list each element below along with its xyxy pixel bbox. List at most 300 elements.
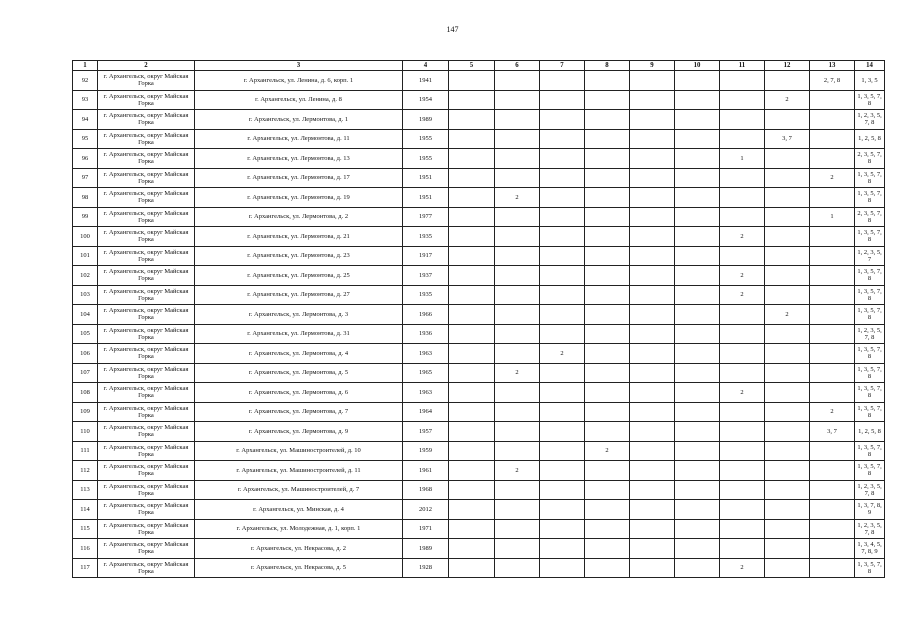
table-cell-col-10 <box>675 383 720 403</box>
table-cell-col-6 <box>495 558 540 578</box>
row-number-cell: 96 <box>73 149 98 169</box>
table-cell-col-7 <box>540 539 585 559</box>
table-cell-col-5 <box>449 480 495 500</box>
table-cell-col-12 <box>765 461 810 481</box>
table-cell-col-13 <box>810 363 855 383</box>
year-cell: 1928 <box>403 558 449 578</box>
table-cell-col-7 <box>540 168 585 188</box>
table-cell-col-11 <box>720 246 765 266</box>
table-cell-col-11: 2 <box>720 266 765 286</box>
district-cell: г. Архангельск, округ Майская Горка <box>98 363 195 383</box>
table-row <box>73 285 885 305</box>
table-cell-col-11 <box>720 188 765 208</box>
table-cell-col-12 <box>765 500 810 520</box>
table-cell-col-5 <box>449 402 495 422</box>
table-row <box>73 324 885 344</box>
year-cell: 1937 <box>403 266 449 286</box>
table-cell-col-7 <box>540 402 585 422</box>
table-cell-col-8 <box>585 363 630 383</box>
table-cell-col-10 <box>675 110 720 130</box>
table-cell-col-13: 3, 7 <box>810 422 855 442</box>
table-cell-col-10 <box>675 539 720 559</box>
table-cell-col-13 <box>810 383 855 403</box>
table-cell-col-10 <box>675 266 720 286</box>
table-cell-col-11 <box>720 129 765 149</box>
row-number-cell: 107 <box>73 363 98 383</box>
table-cell-col-8 <box>585 383 630 403</box>
table-cell-col-6 <box>495 285 540 305</box>
table-cell-col-7 <box>540 90 585 110</box>
table-cell-col-12 <box>765 558 810 578</box>
table-cell-col-14: 1, 3, 5, 7, 8 <box>855 461 885 481</box>
year-cell: 1965 <box>403 363 449 383</box>
table-cell-col-11 <box>720 324 765 344</box>
table-cell-col-11 <box>720 422 765 442</box>
address-cell: г. Архангельск, ул. Лермонтова, д. 27 <box>195 285 403 305</box>
column-header-14: 14 <box>855 61 885 71</box>
table-cell-col-6 <box>495 305 540 325</box>
table-body <box>73 71 885 578</box>
address-cell: г. Архангельск, ул. Лермонтова, д. 19 <box>195 188 403 208</box>
table-cell-col-9 <box>630 383 675 403</box>
table-cell-col-14: 1, 3, 7, 8, 9 <box>855 500 885 520</box>
district-cell: г. Архангельск, округ Майская Горка <box>98 188 195 208</box>
table-cell-col-12 <box>765 539 810 559</box>
table-cell-col-8 <box>585 539 630 559</box>
address-cell: г. Архангельск, ул. Лермонтова, д. 4 <box>195 344 403 364</box>
table-cell-col-10 <box>675 90 720 110</box>
table-cell-col-7 <box>540 558 585 578</box>
table-cell-col-10 <box>675 461 720 481</box>
table-cell-col-5 <box>449 519 495 539</box>
column-header-4: 4 <box>403 61 449 71</box>
row-number-cell: 93 <box>73 90 98 110</box>
table-cell-col-5 <box>449 344 495 364</box>
table-cell-col-13: 2 <box>810 168 855 188</box>
table-cell-col-12 <box>765 149 810 169</box>
table-cell-col-9 <box>630 519 675 539</box>
year-cell: 1936 <box>403 324 449 344</box>
district-cell: г. Архангельск, округ Майская Горка <box>98 110 195 130</box>
table-cell-col-12 <box>765 441 810 461</box>
table-cell-col-8 <box>585 110 630 130</box>
table-cell-col-11 <box>720 539 765 559</box>
table-cell-col-12: 2 <box>765 90 810 110</box>
table-cell-col-7 <box>540 149 585 169</box>
table-cell-col-13: 2 <box>810 402 855 422</box>
table-cell-col-9 <box>630 110 675 130</box>
district-cell: г. Архангельск, округ Майская Горка <box>98 383 195 403</box>
table-cell-col-13 <box>810 188 855 208</box>
table-cell-col-7 <box>540 305 585 325</box>
table-cell-col-14: 1, 2, 5, 8 <box>855 129 885 149</box>
table-cell-col-13 <box>810 344 855 364</box>
table-cell-col-11: 2 <box>720 383 765 403</box>
table-cell-col-10 <box>675 441 720 461</box>
table-cell-col-13 <box>810 110 855 130</box>
district-cell: г. Архангельск, округ Майская Горка <box>98 558 195 578</box>
address-cell: г. Архангельск, ул. Лермонтова, д. 11 <box>195 129 403 149</box>
table-cell-col-12 <box>765 480 810 500</box>
table-cell-col-5 <box>449 246 495 266</box>
table-cell-col-12 <box>765 285 810 305</box>
column-header-5: 5 <box>449 61 495 71</box>
table-cell-col-14: 2, 3, 5, 7, 8 <box>855 207 885 227</box>
table-cell-col-6 <box>495 383 540 403</box>
table-cell-col-13 <box>810 246 855 266</box>
table-row <box>73 168 885 188</box>
district-cell: г. Архангельск, округ Майская Горка <box>98 441 195 461</box>
table-row <box>73 480 885 500</box>
table-cell-col-7 <box>540 285 585 305</box>
table-cell-col-5 <box>449 168 495 188</box>
table-cell-col-10 <box>675 480 720 500</box>
table-row <box>73 558 885 578</box>
table-cell-col-12 <box>765 402 810 422</box>
table-cell-col-11 <box>720 480 765 500</box>
table-cell-col-6 <box>495 266 540 286</box>
table-cell-col-7 <box>540 461 585 481</box>
table-cell-col-11: 1 <box>720 149 765 169</box>
table-cell-col-10 <box>675 285 720 305</box>
year-cell: 1977 <box>403 207 449 227</box>
table-cell-col-8 <box>585 558 630 578</box>
column-header-6: 6 <box>495 61 540 71</box>
table-cell-col-9 <box>630 422 675 442</box>
column-header-8: 8 <box>585 61 630 71</box>
table-cell-col-9 <box>630 539 675 559</box>
table-cell-col-13 <box>810 519 855 539</box>
address-cell: г. Архангельск, ул. Минская, д. 4 <box>195 500 403 520</box>
table-cell-col-7 <box>540 500 585 520</box>
table-cell-col-11 <box>720 110 765 130</box>
table-cell-col-10 <box>675 363 720 383</box>
table-cell-col-6 <box>495 519 540 539</box>
district-cell: г. Архангельск, округ Майская Горка <box>98 207 195 227</box>
table-cell-col-11 <box>720 363 765 383</box>
table-cell-col-6 <box>495 90 540 110</box>
district-cell: г. Архангельск, округ Майская Горка <box>98 422 195 442</box>
table-cell-col-13 <box>810 227 855 247</box>
table-cell-col-10 <box>675 207 720 227</box>
table-row <box>73 71 885 91</box>
table-cell-col-10 <box>675 558 720 578</box>
table-cell-col-9 <box>630 227 675 247</box>
address-cell: г. Архангельск, ул. Молодежная, д. 1, корп. 1 <box>195 519 403 539</box>
table-cell-col-8 <box>585 500 630 520</box>
table-cell-col-13 <box>810 539 855 559</box>
district-cell: г. Архангельск, округ Майская Горка <box>98 461 195 481</box>
table-cell-col-11: 2 <box>720 227 765 247</box>
table-cell-col-9 <box>630 480 675 500</box>
table-cell-col-13 <box>810 285 855 305</box>
row-number-cell: 95 <box>73 129 98 149</box>
table-cell-col-5 <box>449 266 495 286</box>
table-cell-col-9 <box>630 266 675 286</box>
table-cell-col-10 <box>675 324 720 344</box>
table-cell-col-6: 2 <box>495 461 540 481</box>
table-cell-col-14: 1, 3, 5, 7, 8 <box>855 90 885 110</box>
district-cell: г. Архангельск, округ Майская Горка <box>98 305 195 325</box>
row-number-cell: 98 <box>73 188 98 208</box>
table-cell-col-5 <box>449 363 495 383</box>
table-row <box>73 441 885 461</box>
table-cell-col-14: 1, 3, 5, 7, 8 <box>855 402 885 422</box>
table-cell-col-12 <box>765 422 810 442</box>
table-cell-col-6 <box>495 539 540 559</box>
table-row <box>73 188 885 208</box>
table-cell-col-12 <box>765 266 810 286</box>
table-cell-col-8 <box>585 324 630 344</box>
table-cell-col-5 <box>449 500 495 520</box>
row-number-cell: 102 <box>73 266 98 286</box>
table-row <box>73 402 885 422</box>
year-cell: 1961 <box>403 461 449 481</box>
table-cell-col-9 <box>630 363 675 383</box>
address-cell: г. Архангельск, ул. Ленина, д. 8 <box>195 90 403 110</box>
row-number-cell: 105 <box>73 324 98 344</box>
table-cell-col-12: 3, 7 <box>765 129 810 149</box>
table-cell-col-14: 1, 3, 5, 7, 8 <box>855 344 885 364</box>
table-row <box>73 149 885 169</box>
row-number-cell: 92 <box>73 71 98 91</box>
table-cell-col-9 <box>630 558 675 578</box>
year-cell: 1989 <box>403 539 449 559</box>
table-cell-col-10 <box>675 519 720 539</box>
table-cell-col-14: 1, 3, 5, 7, 8 <box>855 227 885 247</box>
table-cell-col-10 <box>675 246 720 266</box>
table-cell-col-5 <box>449 305 495 325</box>
table-cell-col-7: 2 <box>540 344 585 364</box>
table-cell-col-6 <box>495 246 540 266</box>
table-cell-col-6 <box>495 422 540 442</box>
table-row <box>73 227 885 247</box>
table-cell-col-11 <box>720 500 765 520</box>
row-number-cell: 108 <box>73 383 98 403</box>
table-row <box>73 207 885 227</box>
table-cell-col-5 <box>449 285 495 305</box>
table-cell-col-9 <box>630 285 675 305</box>
table-cell-col-11 <box>720 71 765 91</box>
row-number-cell: 114 <box>73 500 98 520</box>
table-cell-col-6 <box>495 227 540 247</box>
column-header-9: 9 <box>630 61 675 71</box>
table-cell-col-5 <box>449 149 495 169</box>
year-cell: 1951 <box>403 168 449 188</box>
table-cell-col-11: 2 <box>720 285 765 305</box>
table-cell-col-8 <box>585 168 630 188</box>
table-cell-col-5 <box>449 422 495 442</box>
table-cell-col-10 <box>675 402 720 422</box>
table-cell-col-11 <box>720 441 765 461</box>
table-cell-col-6 <box>495 480 540 500</box>
table-cell-col-6 <box>495 207 540 227</box>
table-row <box>73 129 885 149</box>
table-cell-col-14: 1, 3, 5, 7, 8 <box>855 558 885 578</box>
table-cell-col-8: 2 <box>585 441 630 461</box>
table-row <box>73 383 885 403</box>
table-cell-col-7 <box>540 480 585 500</box>
table-cell-col-10 <box>675 71 720 91</box>
year-cell: 1935 <box>403 285 449 305</box>
table-cell-col-12 <box>765 110 810 130</box>
table-cell-col-13 <box>810 480 855 500</box>
district-cell: г. Архангельск, округ Майская Горка <box>98 71 195 91</box>
table-cell-col-14: 2, 3, 5, 7, 8 <box>855 149 885 169</box>
year-cell: 1955 <box>403 149 449 169</box>
table-cell-col-6 <box>495 402 540 422</box>
table-cell-col-8 <box>585 90 630 110</box>
year-cell: 1968 <box>403 480 449 500</box>
table-cell-col-14: 1, 3, 5, 7, 8 <box>855 363 885 383</box>
table-cell-col-13 <box>810 500 855 520</box>
table-cell-col-11 <box>720 519 765 539</box>
row-number-cell: 103 <box>73 285 98 305</box>
year-cell: 1917 <box>403 246 449 266</box>
table-cell-col-11: 2 <box>720 558 765 578</box>
table-cell-col-9 <box>630 168 675 188</box>
district-cell: г. Архангельск, округ Майская Горка <box>98 129 195 149</box>
table-cell-col-5 <box>449 539 495 559</box>
table-cell-col-8 <box>585 519 630 539</box>
table-cell-col-9 <box>630 402 675 422</box>
table-cell-col-10 <box>675 500 720 520</box>
table-cell-col-5 <box>449 71 495 91</box>
row-number-cell: 116 <box>73 539 98 559</box>
table-cell-col-5 <box>449 227 495 247</box>
district-cell: г. Архангельск, округ Майская Горка <box>98 90 195 110</box>
table-cell-col-11 <box>720 168 765 188</box>
year-cell: 2012 <box>403 500 449 520</box>
table-cell-col-14: 1, 3, 5, 7, 8 <box>855 168 885 188</box>
table-cell-col-8 <box>585 207 630 227</box>
table-cell-col-13: 1 <box>810 207 855 227</box>
address-cell: г. Архангельск, ул. Машиностроителей, д. 11 <box>195 461 403 481</box>
table-cell-col-8 <box>585 227 630 247</box>
table-cell-col-12 <box>765 168 810 188</box>
address-cell: г. Архангельск, ул. Машиностроителей, д. 10 <box>195 441 403 461</box>
column-header-2: 2 <box>98 61 195 71</box>
table-cell-col-10 <box>675 422 720 442</box>
table-cell-col-14: 1, 3, 5, 7, 8 <box>855 305 885 325</box>
table-cell-col-7 <box>540 363 585 383</box>
table-cell-col-10 <box>675 168 720 188</box>
table-cell-col-6 <box>495 168 540 188</box>
table-row <box>73 266 885 286</box>
address-cell: г. Архангельск, ул. Лермонтова, д. 6 <box>195 383 403 403</box>
table-cell-col-7 <box>540 441 585 461</box>
address-cell: г. Архангельск, ул. Лермонтова, д. 25 <box>195 266 403 286</box>
table-cell-col-14: 1, 3, 5, 7, 8 <box>855 188 885 208</box>
table-cell-col-14: 1, 2, 3, 5, 7, 8 <box>855 110 885 130</box>
district-cell: г. Архангельск, округ Майская Горка <box>98 344 195 364</box>
address-cell: г. Архангельск, ул. Некрасова, д. 2 <box>195 539 403 559</box>
address-cell: г. Архангельск, ул. Лермонтова, д. 3 <box>195 305 403 325</box>
table-cell-col-6 <box>495 324 540 344</box>
table-cell-col-8 <box>585 188 630 208</box>
table-row <box>73 422 885 442</box>
row-number-cell: 97 <box>73 168 98 188</box>
table-cell-col-13 <box>810 441 855 461</box>
table-cell-col-7 <box>540 71 585 91</box>
table-cell-col-9 <box>630 188 675 208</box>
table-cell-col-14: 1, 3, 5, 7, 8 <box>855 383 885 403</box>
table-cell-col-14: 1, 2, 3, 5, 7 <box>855 246 885 266</box>
table-cell-col-9 <box>630 71 675 91</box>
building-registry-table <box>72 60 885 578</box>
address-cell: г. Архангельск, ул. Лермонтова, д. 5 <box>195 363 403 383</box>
table-row <box>73 90 885 110</box>
column-header-11: 11 <box>720 61 765 71</box>
table-cell-col-9 <box>630 129 675 149</box>
table-cell-col-12 <box>765 188 810 208</box>
table-cell-col-10 <box>675 305 720 325</box>
table-cell-col-13: 2, 7, 8 <box>810 71 855 91</box>
table-cell-col-5 <box>449 129 495 149</box>
year-cell: 1963 <box>403 383 449 403</box>
table-cell-col-6: 2 <box>495 363 540 383</box>
address-cell: г. Архангельск, ул. Лермонтова, д. 13 <box>195 149 403 169</box>
district-cell: г. Архангельск, округ Майская Горка <box>98 500 195 520</box>
table-cell-col-7 <box>540 519 585 539</box>
table-cell-col-7 <box>540 246 585 266</box>
table-cell-col-10 <box>675 129 720 149</box>
table-cell-col-8 <box>585 129 630 149</box>
address-cell: г. Архангельск, ул. Лермонтова, д. 17 <box>195 168 403 188</box>
table-cell-col-9 <box>630 149 675 169</box>
table-cell-col-12 <box>765 324 810 344</box>
address-cell: г. Архангельск, ул. Ленина, д. 6, корп. 1 <box>195 71 403 91</box>
table-cell-col-5 <box>449 441 495 461</box>
address-cell: г. Архангельск, ул. Лермонтова, д. 1 <box>195 110 403 130</box>
district-cell: г. Архангельск, округ Майская Горка <box>98 266 195 286</box>
table-cell-col-9 <box>630 441 675 461</box>
address-cell: г. Архангельск, ул. Лермонтова, д. 7 <box>195 402 403 422</box>
table-cell-col-14: 1, 3, 5, 7, 8 <box>855 441 885 461</box>
header-row <box>73 61 885 71</box>
year-cell: 1951 <box>403 188 449 208</box>
table-cell-col-11 <box>720 344 765 364</box>
row-number-cell: 115 <box>73 519 98 539</box>
row-number-cell: 109 <box>73 402 98 422</box>
district-cell: г. Архангельск, округ Майская Горка <box>98 519 195 539</box>
table-cell-col-7 <box>540 188 585 208</box>
row-number-cell: 106 <box>73 344 98 364</box>
table-cell-col-14: 1, 2, 5, 8 <box>855 422 885 442</box>
table-cell-col-11 <box>720 90 765 110</box>
table-cell-col-9 <box>630 90 675 110</box>
table-row <box>73 363 885 383</box>
address-cell: г. Архангельск, ул. Машиностроителей, д. 7 <box>195 480 403 500</box>
year-cell: 1989 <box>403 110 449 130</box>
district-cell: г. Архангельск, округ Майская Горка <box>98 402 195 422</box>
row-number-cell: 104 <box>73 305 98 325</box>
table-cell-col-5 <box>449 90 495 110</box>
table-cell-col-12 <box>765 227 810 247</box>
table-cell-col-7 <box>540 227 585 247</box>
address-cell: г. Архангельск, ул. Лермонтова, д. 31 <box>195 324 403 344</box>
address-cell: г. Архангельск, ул. Некрасова, д. 5 <box>195 558 403 578</box>
table-cell-col-5 <box>449 188 495 208</box>
table-cell-col-8 <box>585 422 630 442</box>
table-cell-col-13 <box>810 129 855 149</box>
table-cell-col-8 <box>585 149 630 169</box>
table-cell-col-13 <box>810 558 855 578</box>
year-cell: 1955 <box>403 129 449 149</box>
table-cell-col-12 <box>765 246 810 266</box>
table-row <box>73 461 885 481</box>
table-row <box>73 305 885 325</box>
